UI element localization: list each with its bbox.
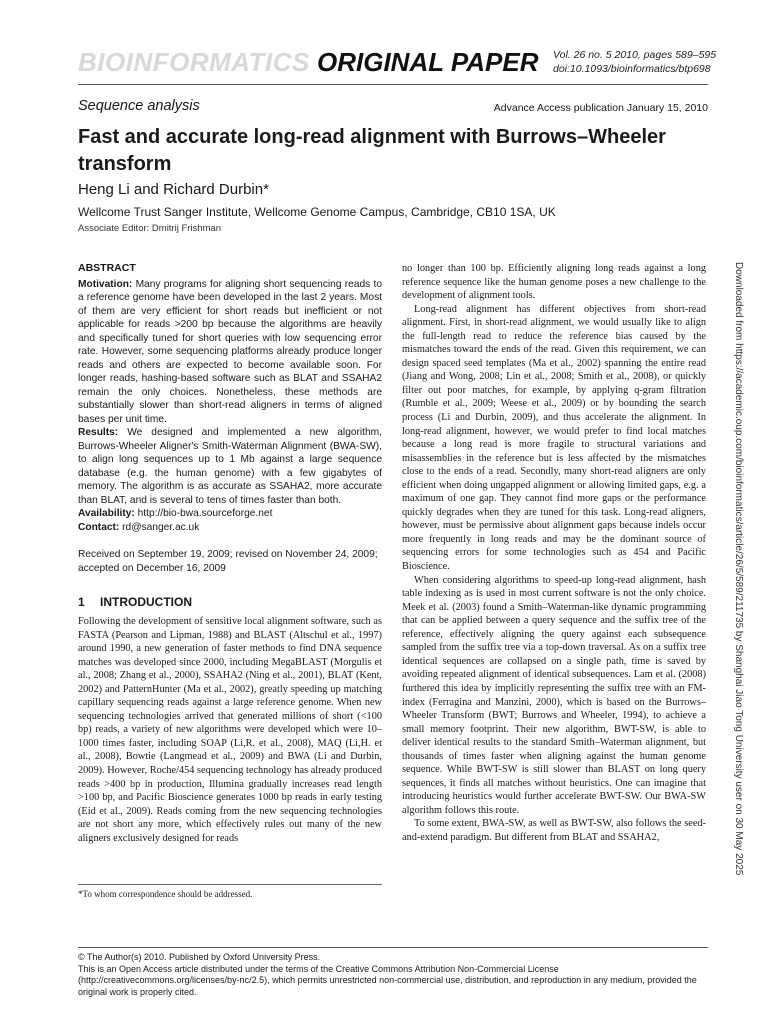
intro-paragraph-4: When considering algorithms to speed-up long-read alignment, hash table indexing as is used in most current software is not the only choice. Meek et al. (2003) found a Smith–Waterman-like dynamic programming that can be applied between a query sequence and the suffix tree of the reference, effectively aligning the query against each subsequence sampled from the suffix tree via a top-down traversal. As on a suffix tree identical sequences are collapsed on a single path, time is saved by avoiding repeated alignment of identical subsequences. Lam et al. (2008) furthered this idea by implicitly representing the suffix tree with an FM-index (Ferragina and Manzini, 2000), which is based on the Burrows–Wheeler Transform (BWT; Burrows and Wheeler, 1994), to achieve a small memory footprint. Their new algorithm, BWT-SW, is able to deliver identical results to the standard Smith–Waterman alignment, but thousands of times faster when aligning against the human genome sequence. While BWT-SW is still slower than BLAST on long query sequences, it finds all matches without heuristics. One can imagine that introducing heuristics would further accelerate BWT-SW. Our BWA-SW algorithm follows this route. — [402, 574, 706, 816]
volume-info — [553, 48, 716, 76]
abstract-results — [78, 426, 382, 507]
copyright-line-1: © The Author(s) 2010. Published by Oxford University Press. — [78, 952, 321, 962]
availability-link[interactable]: http://bio-bwa.sourceforge.net — [134, 508, 273, 519]
intro-paragraph-1: Following the development of sensitive local alignment software, such as FASTA (Pearson and Lipman, 1988) and BLAST (Altschul et al., 1997) around 1990, a new generation of faster methods to find DNA sequence matches was developed since 2000, including MegaBLAST (Morgulis et al., 2008; Zhang et al., 2000), SSAHA2 (Ning et al., 2001), BLAT (Kent, 2002) and PatternHunter (Ma et al., 2002), greatly speeding up matching capillary sequencing reads against a large reference genome. When new sequencing technologies arrived that generated millions of short (<100 bp) reads, a variety of new algorithms were developed which were 10–1000 times faster, including SOAP (Li,R. et al., 2008), MAQ (Li,H. et al., 2008), Bowtie (Langmead et al., 2009) and BWA (Li and Durbin, 2009). However, Roche/454 sequencing technology has already produced reads >400 bp in production, Illumina gradually increases read length >100 bp, and Pacific Bioscience generates 1000 bp reads in early testing (Eid et al., 2009). Reads coming from the new sequencing technologies are not short any more, which effectively rules out many of the new aligners exclusively designed for reads — [78, 616, 382, 844]
abstract-contact — [78, 521, 382, 535]
section-label: Sequence analysis — [78, 98, 200, 114]
motivation-text: Many programs for aligning short sequencing reads to a reference genome have been developed in the last 2 years. Most of them are very efficient for short reads but inefficient or not applicable for reads >200 bp because the algorithms are heavily and specifically tuned for short queries with low sequencing error rate. However, some sequencing platforms already produce longer reads and others are expected to become available soon. For longer reads, hashing-based software such as BLAT and SSAHA2 remain the only choices. Nonetheless, these methods are substantially slower than short-read aligners in terms of aligned bases per unit time. — [78, 278, 382, 425]
abstract — [78, 262, 382, 534]
copyright-line-2: This is an Open Access article distributed under the terms of the Creative Commons Attribution Non-Commercial License (http://creativecommons.org/licenses/by-nc/2.5), which permits unrestricted non-commercial use, distribution, and reproduction in any medium, provided the original work is properly cited. — [78, 963, 697, 997]
journal-name: BIOINFORMATICS — [78, 47, 310, 77]
contact-email[interactable]: rd@sanger.ac.uk — [119, 521, 200, 533]
right-column — [402, 262, 706, 845]
received-dates: Received on September 19, 2009; revised on November 24, 2009; accepted on December 16, 2009 — [78, 549, 378, 574]
authors: Heng Li and Richard Durbin* — [78, 181, 269, 198]
paper-type: ORIGINAL PAPER — [317, 47, 539, 77]
download-note: Downloaded from https://academic.oup.com/bioinformatics/article/26/5/589/211735 by Shanghai Jiao Tong University user on 30 May 2025 — [733, 262, 744, 876]
abstract-availability — [78, 507, 382, 521]
abstract-heading: ABSTRACT — [78, 262, 136, 274]
copyright-block — [78, 952, 718, 998]
associate-editor: Associate Editor: Dmitrij Frishman — [78, 223, 222, 234]
affiliation: Wellcome Trust Sanger Institute, Wellcome Genome Campus, Cambridge, CB10 1SA, UK — [78, 205, 556, 219]
intro-paragraph-3: Long-read alignment has different objectives from short-read alignment. First, in short-read alignment, we would usually like to align the full-length read to reduce the reference bias caused by the mismatches toward the ends of the read. Given this requirement, we can design spaced seed templates (Ma et al., 2002) spanning the entire read (Jiang and Wong, 2008; Lin et al., 2008; Smith et al., 2008), or quickly filter out poor matches, for example, by applying q-gram filtration (Rumble et al., 2009; Weese et al., 2009) or by bounding the search process (Li and Durbin, 2009), and thus accelerate the alignment. In long-read alignment, however, we would prefer to find local matches because a long read is more fragile to structural variations and misassemblies in the reference but is less affected by the mismatches close to the ends of a read. Secondly, many short-read aligners are only efficient when doing ungapped alignment or allowing limited gaps, e.g. a maximum of one gap. They cannot find more gaps or the performance quickly degrades when they are tuned for this task. Long-read aligners, however, must be permissive about alignment gaps because indels occur more frequently in long reads and may be the dominant source of sequencing errors for some technologies such as 454 and Pacific Bioscience. — [402, 303, 706, 573]
footnote: *To whom correspondence should be addressed. — [78, 889, 253, 899]
doi-line[interactable]: doi:10.1093/bioinformatics/btp698 — [553, 63, 711, 75]
paper-title: Fast and accurate long-read alignment with Burrows–Wheeler transform — [78, 126, 666, 175]
results-text: We designed and implemented a new algorithm, Burrows-Wheeler Aligner's Smith-Waterman Alignment (BWA-SW), to align long sequences up to 1 Mb against a large sequence database (e.g. the human genome) with a few gigabytes of memory. The algorithm is as accurate as SSAHA2, more accurate than BLAT, and is several to tens of times faster than both. — [78, 427, 382, 506]
advance-access: Advance Access publication January 15, 2010 — [493, 102, 708, 114]
intro-heading — [78, 595, 382, 609]
intro-number: 1 — [78, 595, 85, 609]
copyright-rule — [78, 947, 708, 948]
volume-line: Vol. 26 no. 5 2010, pages 589–595 — [553, 49, 717, 61]
header-rule — [78, 84, 708, 85]
results-label: Results: — [78, 427, 119, 438]
availability-label: Availability: — [78, 508, 135, 519]
contact-label: Contact: — [78, 521, 120, 533]
footnote-rule — [78, 884, 382, 885]
intro-paragraph-2: no longer than 100 bp. Efficiently aligning long reads against a long reference sequence like the human genome poses a new challenge to the development of alignment tools. — [402, 263, 706, 302]
intro-title: INTRODUCTION — [100, 595, 192, 609]
abstract-motivation — [78, 278, 382, 427]
intro-paragraph-5: To some extent, BWA-SW, as well as BWT-SW, also follows the seed-and-extend paradigm. But different from BLAT and SSAHA2, — [402, 818, 706, 843]
left-column — [78, 262, 382, 845]
motivation-label: Motivation: — [78, 278, 133, 290]
